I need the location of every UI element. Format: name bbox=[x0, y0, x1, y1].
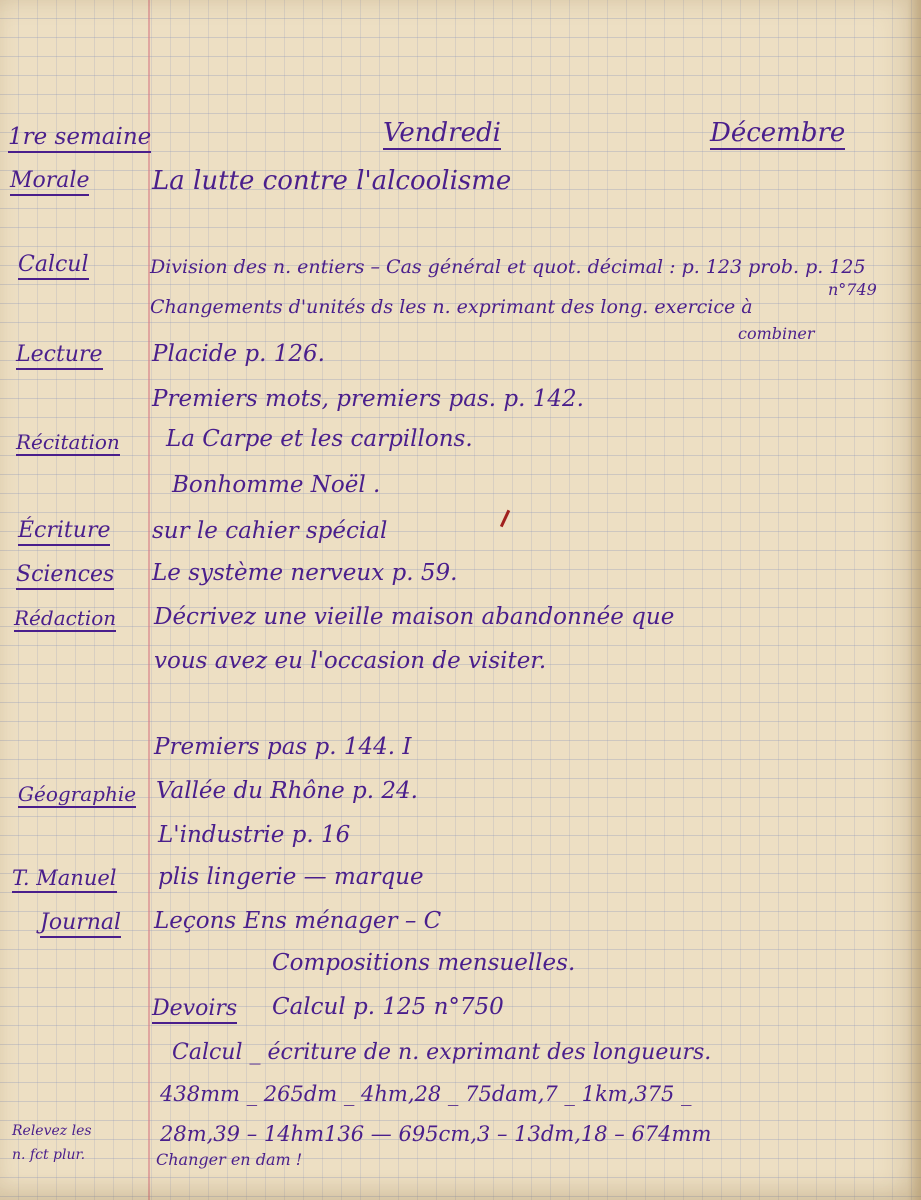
subject-sciences: Sciences bbox=[16, 564, 114, 590]
measures-line-2: 28m,39 – 14hm136 — 695cm,3 – 13dm,18 – 674mm bbox=[160, 1122, 712, 1146]
margin-note-1: Relevez les bbox=[12, 1123, 92, 1139]
sciences-text: Le système nerveux p. 59. bbox=[152, 560, 458, 586]
journal-text: Leçons Ens ménager – C bbox=[154, 908, 442, 934]
devoirs-text: Calcul p. 125 n°750 bbox=[272, 994, 504, 1020]
subject-ecriture: Écriture bbox=[18, 520, 110, 546]
calcul-line-2: Changements d'unités ds les n. exprimant des long. exercice à bbox=[150, 296, 753, 318]
margin-note-2: n. fct plur. bbox=[12, 1147, 86, 1163]
subject-journal: Journal bbox=[40, 912, 121, 938]
calcul-line-1: Division des n. entiers – Cas général et quot. décimal : p. 123 prob. p. 125 bbox=[150, 256, 866, 278]
devoirs-label: Devoirs bbox=[152, 998, 237, 1024]
subject-morale: Morale bbox=[10, 170, 89, 196]
recitation-line-1: La Carpe et les carpillons. bbox=[166, 426, 473, 452]
subject-recitation: Récitation bbox=[16, 430, 120, 454]
subject-redaction: Rédaction bbox=[14, 606, 117, 630]
geographie-line-2: L'industrie p. 16 bbox=[158, 822, 351, 848]
recitation-line-2: Bonhomme Noël . bbox=[172, 472, 381, 498]
red-correction-mark bbox=[500, 510, 521, 533]
lecture-line-1: Placide p. 126. bbox=[152, 341, 325, 367]
calcul-note-combiner: combiner bbox=[738, 324, 815, 343]
manuel-text: plis lingerie — marque bbox=[158, 864, 424, 890]
day-heading: Vendredi bbox=[383, 118, 501, 148]
compositions-text: Compositions mensuelles. bbox=[272, 950, 576, 976]
ecriture-text: sur le cahier spécial bbox=[152, 518, 388, 544]
subject-geographie: Géographie bbox=[18, 782, 137, 806]
measures-line-1: 438mm _ 265dm _ 4hm,28 _ 75dam,7 _ 1km,375 _ bbox=[160, 1082, 692, 1106]
subject-travail-manuel: T. Manuel bbox=[12, 868, 117, 893]
subject-calcul: Calcul bbox=[18, 254, 89, 280]
morale-text: La lutte contre l'alcoolisme bbox=[152, 166, 512, 196]
redaction-line-1: Décrivez une vieille maison abandonnée que bbox=[154, 604, 675, 630]
redaction-line-2: vous avez eu l'occasion de visiter. bbox=[154, 648, 547, 674]
lecture-line-2: Premiers mots, premiers pas. p. 142. bbox=[152, 386, 584, 412]
month-heading: Décembre bbox=[710, 118, 846, 148]
geographie-line-1: Vallée du Rhône p. 24. bbox=[156, 778, 418, 804]
subject-lecture: Lecture bbox=[16, 344, 103, 370]
page-edge-shadow bbox=[907, 0, 921, 1200]
convert-note: Changer en dam ! bbox=[156, 1150, 303, 1169]
week-label: 1re semaine bbox=[8, 126, 151, 153]
ecriture-longueurs-text: Calcul _ écriture de n. exprimant des longueurs. bbox=[172, 1040, 712, 1065]
calcul-note-number: n°749 bbox=[828, 280, 877, 299]
premiers-pas-text: Premiers pas p. 144. I bbox=[154, 734, 412, 760]
